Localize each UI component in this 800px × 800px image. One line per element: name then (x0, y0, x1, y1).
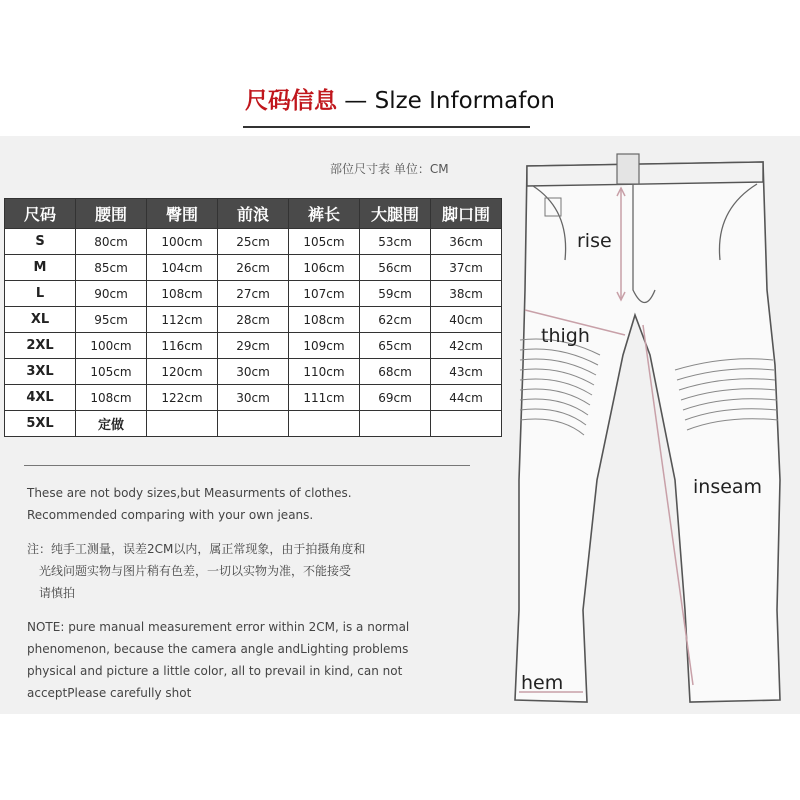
label-hem: hem (521, 672, 564, 694)
table-cell: 107cm (289, 281, 360, 307)
table-cell: 110cm (289, 359, 360, 385)
size-cell: XL (5, 307, 76, 333)
note-line: These are not body sizes,but Measurments of clothes. (27, 486, 352, 500)
table-cell: 112cm (147, 307, 218, 333)
table-cell: 36cm (431, 229, 502, 255)
note-line: 注：纯手工测量，误差2CM以内，属正常现象，由于拍摄角度和 (27, 542, 366, 556)
unit-label: 部位尺寸表 单位：CM (330, 162, 449, 176)
table-cell: 108cm (76, 385, 147, 411)
page-title (0, 82, 800, 115)
table-cell: 95cm (76, 307, 147, 333)
title-cn: 尺码信息 (245, 88, 337, 114)
table-cell: 29cm (218, 333, 289, 359)
title-underline (243, 126, 530, 128)
label-inseam: inseam (693, 476, 763, 498)
table-cell: 56cm (360, 255, 431, 281)
label-rise: rise (577, 230, 612, 252)
table-cell: 111cm (289, 385, 360, 411)
table-cell: 53cm (360, 229, 431, 255)
table-cell (360, 411, 431, 437)
notes-english (27, 482, 352, 526)
table-cell: 59cm (360, 281, 431, 307)
size-table (4, 198, 502, 437)
table-cell: 25cm (218, 229, 289, 255)
table-cell: 105cm (289, 229, 360, 255)
table-cell: 116cm (147, 333, 218, 359)
note-line: NOTE: pure manual measurement error within 2CM, is a normal (27, 620, 410, 634)
label-thigh: thigh (541, 325, 590, 347)
size-cell: 3XL (5, 359, 76, 385)
table-row (5, 307, 502, 333)
title-en: — Slze Informafon (337, 88, 555, 114)
header-cell: 大腿围 (360, 199, 431, 229)
note-line: 光线问题实物与图片稍有色差，一切以实物为准，不能接受 (39, 564, 352, 578)
table-row (5, 359, 502, 385)
table-cell: 122cm (147, 385, 218, 411)
table-cell: 106cm (289, 255, 360, 281)
table-cell: 28cm (218, 307, 289, 333)
table-row (5, 255, 502, 281)
header-cell: 臀围 (147, 199, 218, 229)
table-cell (431, 411, 502, 437)
table-cell: 69cm (360, 385, 431, 411)
size-cell: S (5, 229, 76, 255)
notes-separator (24, 465, 470, 466)
table-cell: 37cm (431, 255, 502, 281)
table-cell: 120cm (147, 359, 218, 385)
note-line: phenomenon, because the camera angle andLighting problems (27, 642, 409, 656)
note-line: physical and picture a little color, all to prevail in kind, can not (27, 664, 403, 678)
table-cell: 40cm (431, 307, 502, 333)
table-header-row (5, 199, 502, 229)
table-cell: 44cm (431, 385, 502, 411)
table-cell: 108cm (289, 307, 360, 333)
table-cell: 68cm (360, 359, 431, 385)
table-cell: 108cm (147, 281, 218, 307)
table-cell: 43cm (431, 359, 502, 385)
size-cell: 2XL (5, 333, 76, 359)
jeans-diagram (505, 140, 795, 710)
table-cell (289, 411, 360, 437)
jeans-outline (515, 162, 780, 702)
header-cell: 腰围 (76, 199, 147, 229)
header-cell: 前浪 (218, 199, 289, 229)
table-cell (218, 411, 289, 437)
table-cell: 30cm (218, 385, 289, 411)
table-cell: 105cm (76, 359, 147, 385)
table-cell: 定做 (76, 411, 147, 437)
note-line: acceptPlease carefully shot (27, 686, 192, 700)
table-row (5, 411, 502, 437)
header-cell: 脚口围 (431, 199, 502, 229)
brand-label (617, 154, 639, 184)
table-row (5, 385, 502, 411)
notes-chinese (27, 538, 365, 604)
table-cell: 30cm (218, 359, 289, 385)
notes-disclaimer (27, 616, 409, 704)
table-cell: 85cm (76, 255, 147, 281)
table-cell: 80cm (76, 229, 147, 255)
table-row (5, 229, 502, 255)
table-row (5, 281, 502, 307)
size-cell: M (5, 255, 76, 281)
table-cell (147, 411, 218, 437)
table-cell: 90cm (76, 281, 147, 307)
table-cell: 100cm (147, 229, 218, 255)
note-line: 请慎拍 (39, 586, 76, 600)
table-cell: 26cm (218, 255, 289, 281)
size-cell: L (5, 281, 76, 307)
header-cell: 尺码 (5, 199, 76, 229)
table-cell: 65cm (360, 333, 431, 359)
table-cell: 100cm (76, 333, 147, 359)
table-cell: 62cm (360, 307, 431, 333)
size-cell: 5XL (5, 411, 76, 437)
table-cell: 38cm (431, 281, 502, 307)
table-cell: 42cm (431, 333, 502, 359)
size-cell: 4XL (5, 385, 76, 411)
table-cell: 109cm (289, 333, 360, 359)
table-cell: 27cm (218, 281, 289, 307)
header-cell: 裤长 (289, 199, 360, 229)
note-line: Recommended comparing with your own jeans. (27, 508, 314, 522)
table-cell: 104cm (147, 255, 218, 281)
table-row (5, 333, 502, 359)
waistband (527, 162, 763, 186)
